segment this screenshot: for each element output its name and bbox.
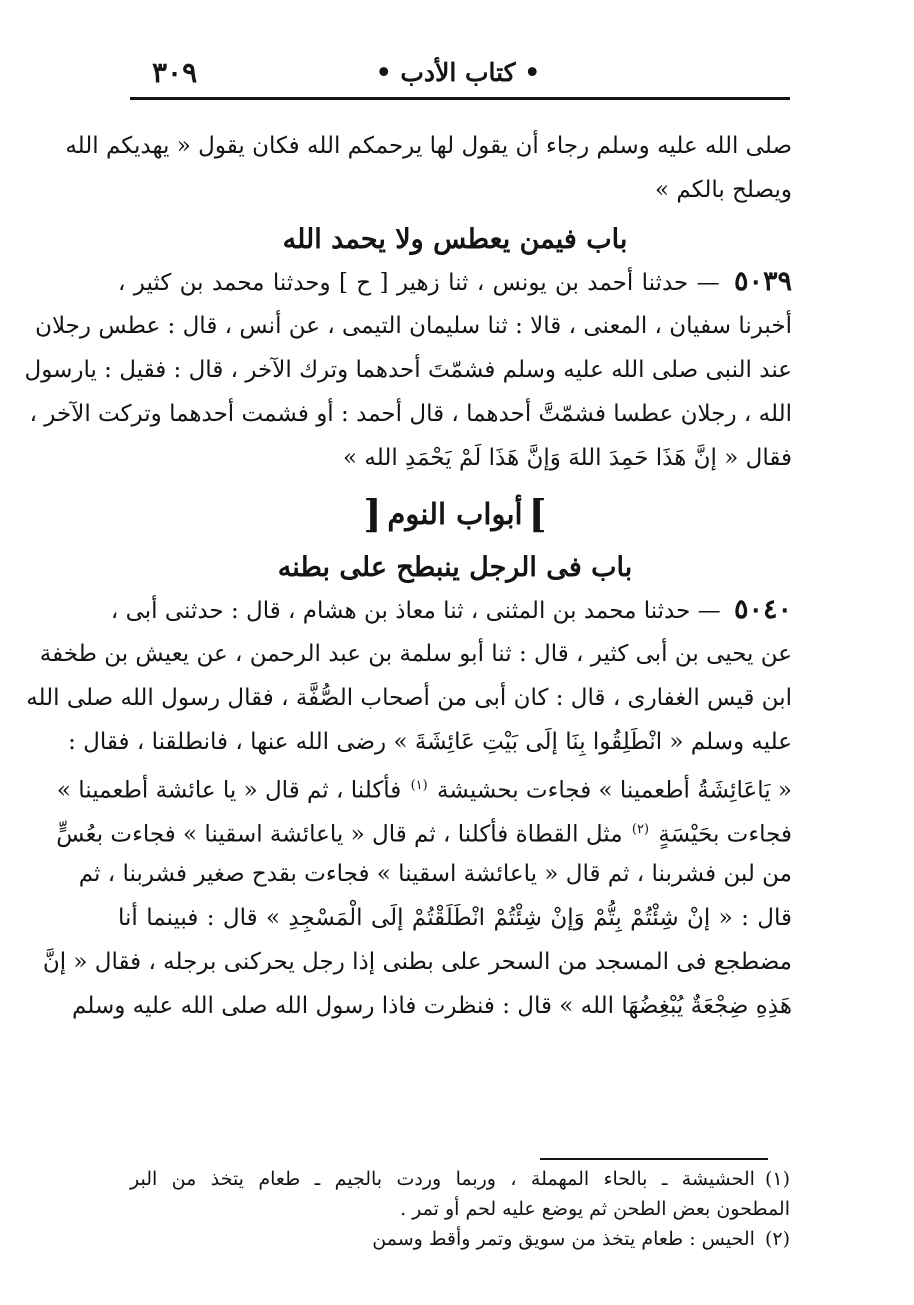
hadith-number: ٥٠٤٠ <box>733 594 792 625</box>
text-segment: مثل القطاة فأكلنا ، ثم قال « ياعائشة اسقينا » فجاءت بعُسٍّ <box>56 821 623 848</box>
footnote-text: المطحون بعض الطحن ثم يوضع عليه لحم أو تمر . <box>400 1198 790 1220</box>
text-line: ويصلح بالكم » <box>654 177 792 203</box>
text-segment: « يَاعَائِشَةُ أطعمينا » فجاءت بحشيشة <box>437 777 792 804</box>
text-line: الله ، رجلان عطسا فشمّتَّ أحدهما ، قال أحمد : أو فشمت أحدهما وتركت الآخر ، <box>29 401 792 427</box>
text-line <box>56 816 792 860</box>
footnote-ref: (١) <box>410 778 428 793</box>
text-segment: — حدثنا أحمد بن يونس ، ثنا زهير [ ح ] وحدثنا محمد بن كثير ، <box>118 270 720 296</box>
text-segment: فأكلنا ، ثم قال « يا عائشة أطعمينا » <box>56 777 402 804</box>
text-line: عن يحيى بن أبى كثير ، قال : ثنا أبو سلمة بن عبد الرحمن ، عن يعيش بن طخفة <box>39 641 792 667</box>
footnote-continuation <box>130 1196 790 1226</box>
chapter-heading: باب فيمن يعطس ولا يحمد الله <box>282 224 628 255</box>
hadith-number: ٥٠٣٩ <box>733 266 792 297</box>
header-rule <box>130 97 790 100</box>
footnote-text: الحيس : طعام يتخذ من سويق وتمر وأقط وسمن <box>372 1228 755 1250</box>
text-line: من لبن فشربنا ، ثم قال « ياعائشة اسقينا » فجاءت بقدح صغير فشربنا ، ثم <box>78 861 792 887</box>
text-line: قال : « إنْ شِئْتُمْ بِتُّمْ وَإنْ شِئْتُمْ انْطَلَقْتُمْ إلَى الْمَسْجِدِ » قال : فبينما أنا <box>118 905 792 931</box>
text-line: ابن قيس الغفارى ، قال : كان أبى من أصحاب الصُّفَّة ، فقال رسول الله صلى الله <box>26 685 792 711</box>
running-header <box>128 52 788 96</box>
footnote-marker: (٢) <box>764 1228 790 1250</box>
footnote <box>130 1226 790 1256</box>
text-segment: فجاءت بحَيْسَةٍ <box>658 821 792 848</box>
text-line: مضطجع فى المسجد من السحر على بطنى إذا رجل يحركنى برجله ، فقال « إنَّ <box>42 949 792 975</box>
footnote-ref: (٢) <box>631 822 650 837</box>
text-line: صلى الله عليه وسلم رجاء أن يقول لها يرحمكم الله فكان يقول « يهديكم الله <box>65 133 792 159</box>
footnote-rule <box>540 1158 768 1160</box>
section-heading <box>118 488 792 548</box>
footnote-text: الحشيشة ـ بالحاء المهملة ، وربما وردت بالجيم ـ طعام يتخذ من البر <box>130 1168 755 1190</box>
book-title: • كتاب الأدب • <box>375 58 541 87</box>
bracket-open: ] <box>528 491 547 536</box>
footnote <box>130 1166 790 1196</box>
text-segment: — حدثنا محمد بن المثنى ، ثنا معاذ بن هشام ، قال : حدثنى أبى ، <box>110 598 721 624</box>
text-line <box>56 772 792 816</box>
text-line: فقال « إنَّ هَذَا حَمِدَ اللهَ وَإنَّ هَذَا لَمْ يَحْمَدِ الله » <box>343 445 792 471</box>
section-title: أبواب النوم <box>387 497 523 531</box>
bracket-close: [ <box>363 491 382 536</box>
text-line: عليه وسلم « انْطَلِقُوا بِنَا إلَى بَيْتِ عَائِشَةَ » رضى الله عنها ، فانطلقنا ، فقال : <box>68 729 792 755</box>
text-line: أخبرنا سفيان ، المعنى ، قالا : ثنا سليمان التيمى ، عن أنس ، قال : عطس رجلان <box>35 313 792 339</box>
footnotes <box>130 1166 790 1256</box>
text-line: عند النبى صلى الله عليه وسلم فشمّتَ أحدهما وترك الآخر ، قال : فقيل : يارسول <box>24 357 792 383</box>
main-text <box>24 132 792 1036</box>
text-line: هَذِهِ ضِجْعَةٌ يُبْغِضُهَا الله » قال : فنظرت فاذا رسول الله صلى الله عليه وسلم <box>72 993 792 1019</box>
chapter-heading: باب فى الرجل ينبطح على بطنه <box>277 552 633 583</box>
hadith-first-line <box>110 594 792 640</box>
page-number: ٣٠٩ <box>152 56 198 89</box>
hadith-first-line <box>118 268 792 312</box>
footnote-marker: (١) <box>764 1168 790 1190</box>
